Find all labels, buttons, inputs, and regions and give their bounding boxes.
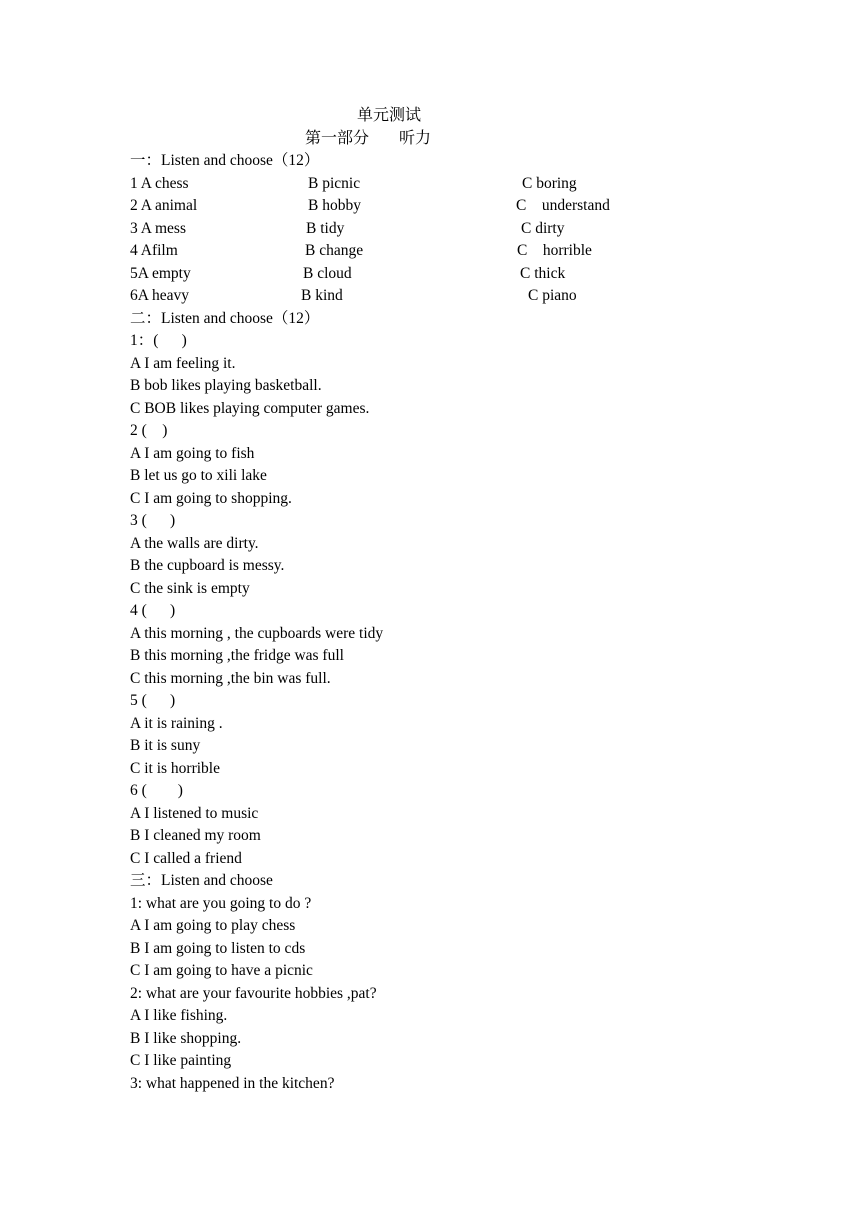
choice-a: 1 A chess	[130, 175, 189, 192]
part-topic: 听力	[399, 130, 432, 147]
answer-option: B it is suny	[130, 737, 201, 754]
answer-option: B bob likes playing basketball.	[130, 377, 322, 394]
answer-option: C I am going to shopping.	[130, 490, 292, 507]
section3-heading: 三：Listen and choose	[130, 872, 273, 889]
choice-b: B tidy	[306, 220, 345, 237]
question-text: 3: what happened in the kitchen?	[130, 1075, 335, 1092]
choice-b: B picnic	[308, 175, 361, 192]
choice-c: C thick	[520, 265, 566, 282]
choice-row	[0, 174, 860, 195]
answer-option: A I listened to music	[130, 805, 259, 822]
choice-c: C understand	[516, 197, 610, 214]
choice-row	[0, 241, 860, 262]
answer-option: A I am going to fish	[130, 445, 255, 462]
choice-row	[0, 196, 860, 217]
choice-b: B kind	[301, 287, 343, 304]
choice-a: 5A empty	[130, 265, 191, 282]
answer-option: A I am going to play chess	[130, 917, 296, 934]
question-number: 3 ( )	[130, 512, 176, 529]
question-number: 4 ( )	[130, 602, 176, 619]
answer-option: C I am going to have a picnic	[130, 962, 313, 979]
answer-option: B I cleaned my room	[130, 827, 261, 844]
answer-option: B I like shopping.	[130, 1030, 242, 1047]
answer-option: C it is horrible	[130, 760, 220, 777]
choice-a: 6A heavy	[130, 287, 189, 304]
question-number: 1：( )	[130, 332, 187, 349]
choice-row	[0, 286, 860, 307]
choice-c: C dirty	[521, 220, 565, 237]
choice-a: 4 Afilm	[130, 242, 178, 259]
answer-option: C BOB likes playing computer games.	[130, 400, 370, 417]
question-text: 1: what are you going to do ?	[130, 895, 312, 912]
answer-option: C I called a friend	[130, 850, 242, 867]
answer-option: C I like painting	[130, 1052, 232, 1069]
choice-c: C piano	[528, 287, 577, 304]
choice-b: B cloud	[303, 265, 352, 282]
question-number: 2 ( )	[130, 422, 168, 439]
answer-option: C the sink is empty	[130, 580, 250, 597]
answer-option: B let us go to xili lake	[130, 467, 267, 484]
section1-heading: 一：Listen and choose（12）	[130, 152, 320, 169]
answer-option: B I am going to listen to cds	[130, 940, 306, 957]
answer-option: C this morning ,the bin was full.	[130, 670, 331, 687]
part-label: 第一部分	[305, 130, 370, 147]
choice-a: 2 A animal	[130, 197, 198, 214]
answer-option: A I am feeling it.	[130, 355, 236, 372]
answer-option: A this morning , the cupboards were tidy	[130, 625, 384, 642]
choice-c: C boring	[522, 175, 577, 192]
section2-heading: 二：Listen and choose（12）	[130, 310, 320, 327]
answer-option: A it is raining .	[130, 715, 223, 732]
choice-c: C horrible	[517, 242, 592, 259]
choice-row	[0, 264, 860, 285]
answer-option: B this morning ,the fridge was full	[130, 647, 344, 664]
choice-a: 3 A mess	[130, 220, 186, 237]
question-number: 6 ( )	[130, 782, 183, 799]
answer-option: B the cupboard is messy.	[130, 557, 285, 574]
choice-row	[0, 219, 860, 240]
question-number: 5 ( )	[130, 692, 176, 709]
question-text: 2: what are your favourite hobbies ,pat?	[130, 985, 377, 1002]
choice-b: B hobby	[308, 197, 361, 214]
answer-option: A the walls are dirty.	[130, 535, 259, 552]
choice-b: B change	[305, 242, 364, 259]
answer-option: A I like fishing.	[130, 1007, 228, 1024]
page-title: 单元测试	[357, 107, 422, 124]
